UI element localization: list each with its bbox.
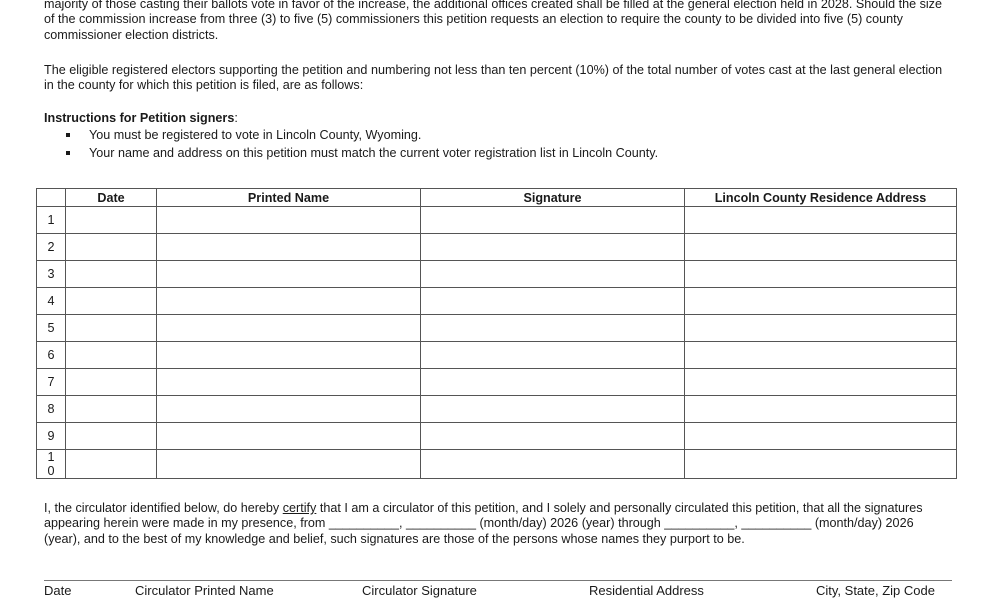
printed-name-cell[interactable] (157, 207, 421, 234)
instructions-heading-text: Instructions for Petition signers (44, 111, 235, 125)
row-number (37, 450, 66, 479)
date-cell[interactable] (66, 423, 157, 450)
instructions-heading-colon: : (234, 111, 238, 125)
row-number: 5 (37, 315, 66, 342)
table-row (37, 450, 957, 479)
printed-name-cell[interactable] (157, 369, 421, 396)
address-cell[interactable] (685, 396, 957, 423)
circulator-printed-name-label: Circulator Printed Name (135, 583, 274, 598)
row-number: 7 (37, 369, 66, 396)
row-number: 1 (37, 207, 66, 234)
row-number: 3 (37, 261, 66, 288)
table-row (37, 315, 957, 342)
instruction-item (44, 145, 658, 163)
signature-cell[interactable] (421, 288, 685, 315)
bullet-icon (66, 133, 70, 137)
certify-word: certify (282, 501, 317, 515)
instructions-heading (44, 111, 238, 126)
address-cell[interactable] (685, 207, 957, 234)
column-header-address: Lincoln County Residence Address (685, 189, 957, 207)
address-cell[interactable] (685, 342, 957, 369)
signature-cell[interactable] (421, 450, 685, 479)
certification-text-1: I, the circulator identified below, do hereby (44, 501, 283, 515)
row-number-line: 0 (47, 464, 55, 478)
instruction-text: Your name and address on this petition must match the current voter registration list in Lincoln County. (89, 145, 659, 160)
signature-cell[interactable] (421, 261, 685, 288)
circulator-signature-label: Circulator Signature (362, 583, 477, 598)
address-cell[interactable] (685, 288, 957, 315)
date-cell[interactable] (66, 234, 157, 261)
address-cell[interactable] (685, 423, 957, 450)
table-row (37, 207, 957, 234)
table-header-row (37, 189, 957, 207)
table-row (37, 369, 957, 396)
date-cell[interactable] (66, 342, 157, 369)
table-row (37, 342, 957, 369)
address-cell[interactable] (685, 315, 957, 342)
table-row (37, 261, 957, 288)
signature-cell[interactable] (421, 423, 685, 450)
date-cell[interactable] (66, 369, 157, 396)
signature-cell[interactable] (421, 342, 685, 369)
row-number: 9 (37, 423, 66, 450)
address-cell[interactable] (685, 261, 957, 288)
table-row (37, 396, 957, 423)
certification-text-2: that I am a circulator of this petition, and I solely and personally circulated this petition, that all the signatures appearing herein were made in my presence, from __________, __________ (month/day) 2026 (year) through __________, __________ (month/day) 2026 (year), and to the best of my knowledge and belief, such signatures are those of the persons whose names they purport to be. (44, 501, 923, 546)
printed-name-cell[interactable] (157, 234, 421, 261)
address-cell[interactable] (685, 450, 957, 479)
row-number: 8 (37, 396, 66, 423)
address-cell[interactable] (685, 234, 957, 261)
date-cell[interactable] (66, 315, 157, 342)
row-number: 4 (37, 288, 66, 315)
printed-name-cell[interactable] (157, 315, 421, 342)
row-number: 6 (37, 342, 66, 369)
printed-name-cell[interactable] (157, 288, 421, 315)
column-header-signature: Signature (421, 189, 685, 207)
date-cell[interactable] (66, 450, 157, 479)
column-header-date: Date (66, 189, 157, 207)
signature-cell[interactable] (421, 234, 685, 261)
column-header-printed-name: Printed Name (157, 189, 421, 207)
date-cell[interactable] (66, 261, 157, 288)
intro-paragraph-2: The eligible registered electors supporting the petition and numbering not less than ten percent (10%) of the total number of votes cast at the last general election in the county for which this petition is filed, are as follows: (44, 63, 943, 93)
date-cell[interactable] (66, 207, 157, 234)
signature-cell[interactable] (421, 315, 685, 342)
date-cell[interactable] (66, 396, 157, 423)
bullet-icon (66, 151, 70, 155)
signature-cell[interactable] (421, 396, 685, 423)
circulator-signature-line[interactable] (44, 580, 952, 581)
printed-name-cell[interactable] (157, 423, 421, 450)
circulator-residential-address-label: Residential Address (589, 583, 704, 598)
printed-name-cell[interactable] (157, 450, 421, 479)
table-row (37, 234, 957, 261)
table-row (37, 423, 957, 450)
column-header-number (37, 189, 66, 207)
signature-cell[interactable] (421, 369, 685, 396)
instruction-text: You must be registered to vote in Lincoln County, Wyoming. (89, 128, 422, 142)
circulator-city-state-zip-label: City, State, Zip Code (816, 583, 935, 598)
printed-name-cell[interactable] (157, 261, 421, 288)
row-number-line: 1 (47, 450, 55, 464)
signature-cell[interactable] (421, 207, 685, 234)
printed-name-cell[interactable] (157, 396, 421, 423)
instruction-item (44, 127, 658, 145)
printed-name-cell[interactable] (157, 342, 421, 369)
certification-statement (44, 501, 944, 547)
row-number: 2 (37, 234, 66, 261)
signature-table (36, 188, 957, 479)
instructions-list (44, 127, 658, 162)
table-row (37, 288, 957, 315)
address-cell[interactable] (685, 369, 957, 396)
date-cell[interactable] (66, 288, 157, 315)
intro-paragraph-1: majority of those casting their ballots vote in favor of the increase, the additional offices created shall be filled at the general election held in 2028. Should the size of the commission increase from three (3) to five (5) commissioners this petition requests an election to require the county to be divided into five (5) county commissioner election districts. (44, 0, 942, 42)
circulator-date-label: Date (44, 583, 72, 598)
